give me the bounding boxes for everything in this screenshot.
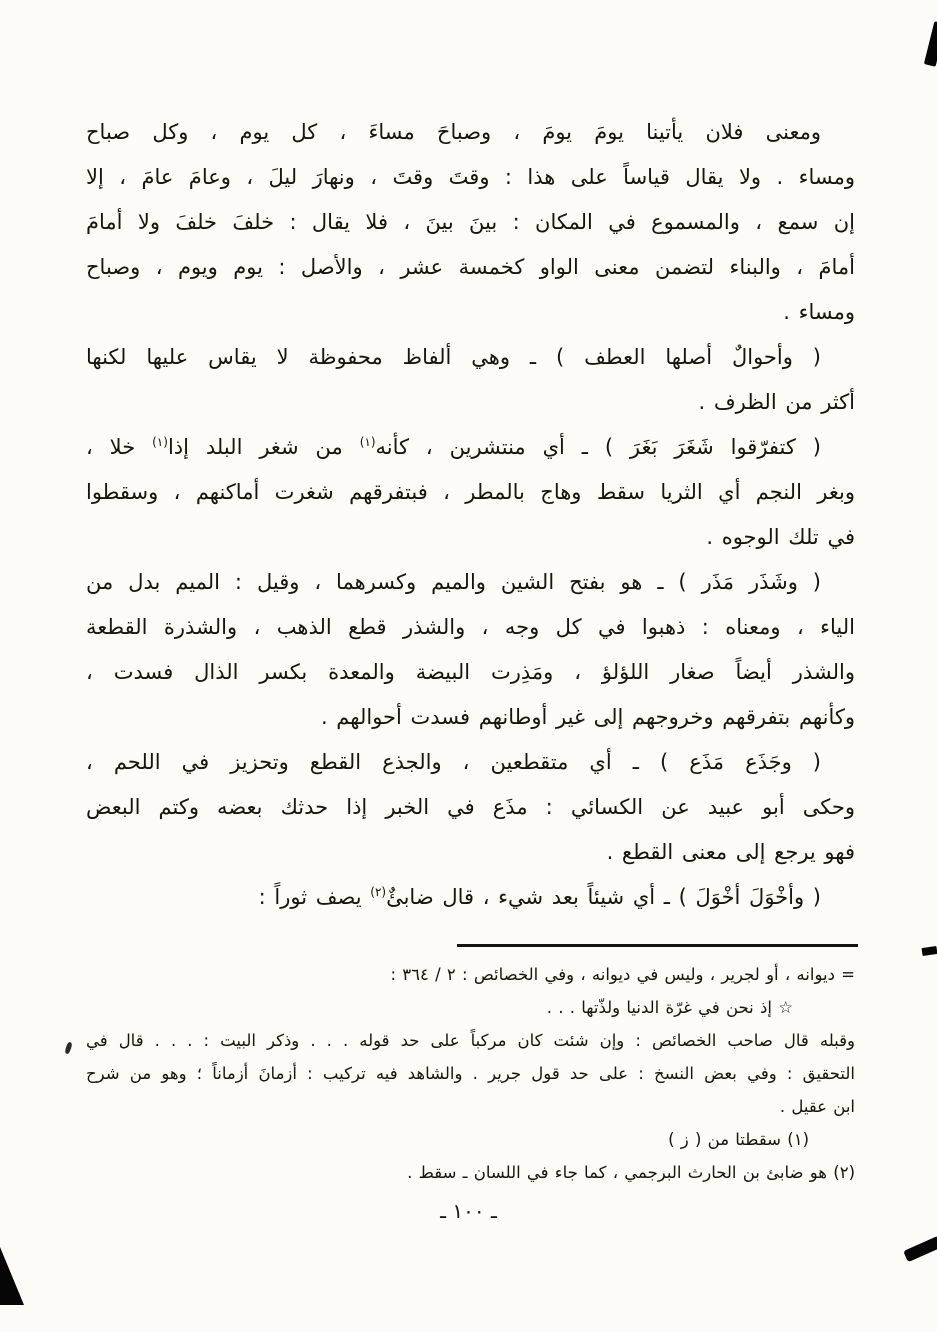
text-line: ومساء . ولا يقال قياساً على هذا : وقتَ وقتَ ، ونهارَ ليلَ ، وعامَ عامَ ، إلا: [86, 165, 855, 189]
scan-artifact-top-right: [924, 21, 937, 67]
text-line: والشذر أيضاً صغار اللؤلؤ ، ومَذِرت البيضة والمعدة بكسر الذال فسدت ،: [86, 660, 855, 684]
text-line: ( وجَذَع مَذَع ) ـ أي متقطعين ، والجذع القطع وتحزيز في اللحم ،: [86, 750, 821, 774]
text-line: ومعنى فلان يأتينا يومَ يومَ ، وصباحَ مساءَ ، كل يوم ، وكل صباح: [86, 120, 821, 144]
scan-artifact-bottom-left: [0, 1247, 24, 1305]
scan-artifact-bottom-right: [903, 1236, 937, 1262]
footnotes-block: [86, 958, 855, 1189]
footnote-separator: [457, 944, 858, 947]
main-text-block: [86, 110, 855, 920]
text-line: ( وشَذَر مَذَر ) ـ هو بفتح الشين والميم وكسرهما ، وقيل : الميم بدل من: [86, 570, 821, 594]
text-line: الياء ، ومعناه : ذهبوا في كل وجه ، والشذر قطع الذهب ، والشذرة القطعة: [86, 615, 855, 639]
text-line: أمامَ ، والبناء لتضمن معنى الواو كخمسة عشر ، والأصل : يوم ويوم ، وصباح: [86, 255, 855, 279]
footnote-marker-2: (٢): [370, 885, 387, 899]
footnote-text-line: التحقيق : وفي بعض النسخ : على حد قول جرير . والشاهد فيه تركيب : أزمانَ أزماناً ؛ وهو من شرح: [86, 1064, 855, 1083]
text-line: إن سمع ، والمسموع في المكان : بينَ بينَ ، فلا يقال : خلفَ خلفَ ولا أمامَ: [86, 210, 855, 234]
footnote-marker-1: (١): [152, 435, 168, 449]
page-number: ـ ١٠٠ ـ: [440, 1199, 497, 1223]
footnote-continuation-line: = ديوانه ، أو لجرير ، وليس في ديوانه ، وفي الخصائص : ٢ / ٣٦٤ :: [390, 965, 855, 984]
text-line: أكثر من الظرف .: [698, 390, 855, 414]
text-line: [86, 875, 855, 920]
footnote-item-1: (١) سقطتا من ( ز ): [668, 1130, 809, 1149]
scan-artifact-left-margin: [64, 1042, 72, 1055]
footnote-text-line: وقبله قال صاحب الخصائص : وإن شئت كان مركباً على حد قوله . . . وذكر البيت : . . . قال في: [86, 1031, 855, 1050]
footnote-verse-line: ☆ إذ نحن في غرّة الدنيا ولذّتها . . .: [546, 998, 793, 1017]
scan-artifact-right-edge: [922, 946, 937, 956]
footnote-item-2: (٢) هو ضابئ بن الحارث البرجمي ، كما جاء في اللسان ـ سقط .: [407, 1163, 855, 1182]
line-segment: يصف ثوراً :: [258, 885, 371, 909]
text-line: وحكى أبو عبيد عن الكسائي : مذَع في الخبر إذا حدثك بعضه وكتم البعض: [86, 795, 855, 819]
text-line: وكأنهم بتفرقهم وخروجهم إلى غير أوطانهم فسدت أحوالهم .: [320, 705, 855, 729]
text-line: [86, 425, 855, 470]
line-segment: ( كتفرّقوا شَغَرَ بَغَرَ ) ـ أي منتشرين ، كأنه: [375, 435, 821, 459]
text-line: ( وأحوالٌ أصلها العطف ) ـ وهي ألفاظ محفوظة لا يقاس عليها لكنها: [86, 345, 821, 369]
line-segment: خلا ،: [86, 435, 153, 459]
text-line: في تلك الوجوه .: [706, 525, 855, 549]
line-segment: من شغر البلد إذا: [167, 435, 360, 459]
text-line: ومساء .: [783, 300, 855, 324]
footnote-text-line: ابن عقيل .: [779, 1097, 855, 1116]
footnote-marker-1: (١): [359, 435, 376, 449]
text-line: وبغر النجم أي الثريا سقط وهاج بالمطر ، فبتفرقهم شغرت أماكنهم ، وسقطوا: [86, 480, 855, 504]
line-segment: ( وأخْوَلَ أخْوَلَ ) ـ أي شيئاً بعد شيء ، قال ضابئٌ: [386, 885, 821, 909]
text-line: فهو يرجع إلى معنى القطع .: [606, 840, 855, 864]
